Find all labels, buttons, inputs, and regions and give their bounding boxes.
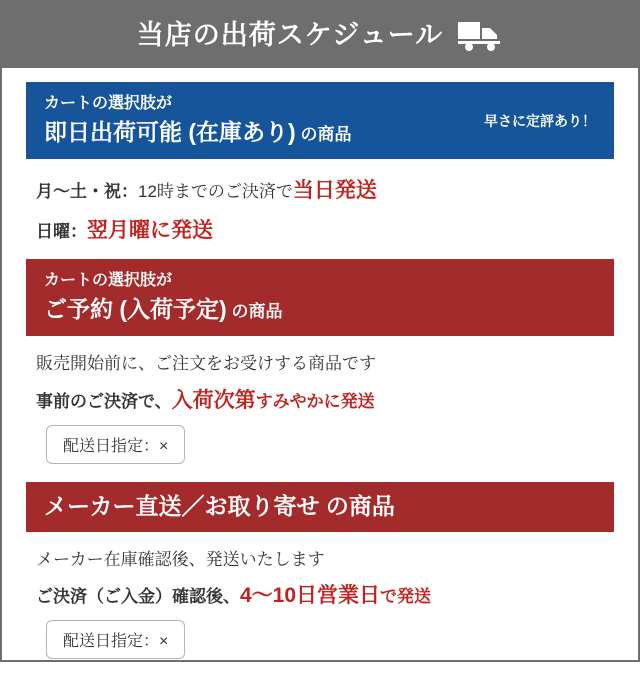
line-emphasis: 入荷次第 (171, 388, 256, 412)
line-text: メーカー在庫確認後、発送いたします (36, 549, 325, 569)
band-title (44, 116, 351, 149)
band-text-group (44, 269, 282, 326)
line-text: 販売開始前に、ご注文をお受けする商品です (36, 354, 376, 374)
band-title (44, 293, 282, 326)
band-text-group (44, 92, 351, 149)
section-band-in-stock (26, 82, 614, 159)
section-lines-direct-shipping (26, 532, 614, 677)
line-text: 12時までのご決済で (138, 182, 293, 202)
schedule-line (36, 171, 604, 211)
band-title-suffix: の商品 (319, 492, 395, 519)
line-emphasis: 翌月曜に発送 (87, 219, 213, 243)
band-title-text: ご予約 (入荷予定) (44, 296, 227, 323)
section-lines-in-stock (26, 159, 614, 259)
page-title: 当店の出荷スケジュール (136, 19, 444, 50)
schedule-line (36, 576, 604, 616)
line-label: 日曜： (36, 222, 87, 242)
schedule-line (36, 211, 604, 251)
delivery-date-badge: 配送日指定：× (46, 620, 185, 659)
page-header (2, 2, 638, 68)
schedule-content (2, 68, 638, 687)
band-note: 早さに定評あり！ (484, 112, 596, 129)
line-label: 月〜土・祝： (36, 182, 138, 202)
line-emphasis: 4〜10日営業日 (240, 583, 381, 607)
band-title-text: 即日出荷可能 (在庫あり) (44, 119, 296, 145)
band-title-text: メーカー直送／お取り寄せ (44, 492, 320, 519)
schedule-line (36, 381, 604, 421)
line-emphasis: 当日発送 (292, 179, 377, 203)
line-emphasis-small: すみやかに発送 (255, 391, 375, 411)
band-title-suffix: の商品 (295, 125, 352, 144)
line-label: ご決済（ご入金）確認後、 (36, 586, 240, 606)
delivery-date-badge: 配送日指定：× (46, 425, 185, 464)
band-title-suffix: の商品 (226, 302, 283, 322)
band-subtitle: カートの選択肢が (44, 272, 173, 290)
schedule-line (36, 348, 604, 380)
line-label: 事前のご決済で、 (36, 391, 172, 411)
band-subtitle: カートの選択肢が (44, 95, 173, 112)
band-text-group (44, 492, 395, 522)
delivery-truck-icon (457, 18, 503, 52)
section-band-direct-shipping (26, 482, 614, 532)
section-lines-reservation (26, 336, 614, 481)
schedule-line (36, 544, 604, 576)
line-emphasis-small: で発送 (380, 586, 432, 606)
band-title (44, 492, 395, 522)
section-band-reservation (26, 259, 614, 336)
